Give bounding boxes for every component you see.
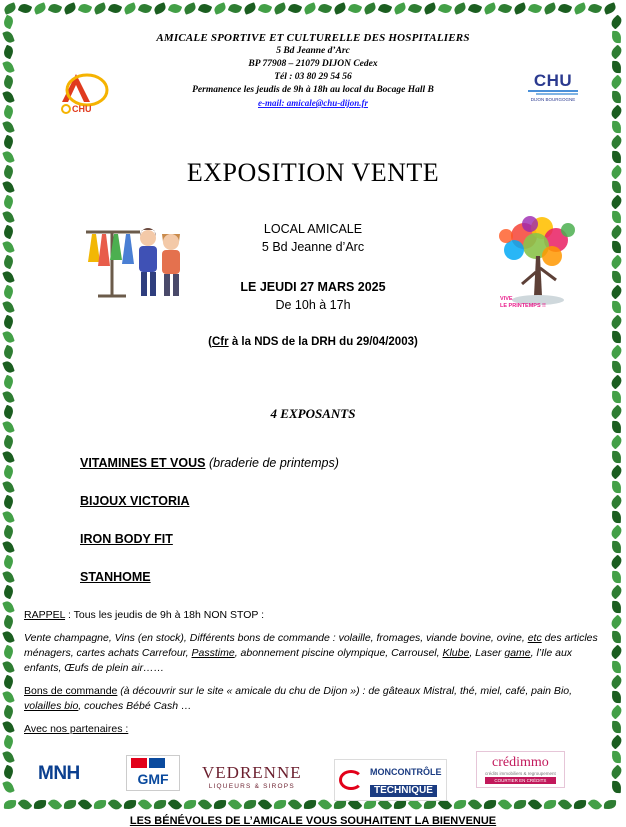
event-date: LE JEUDI 27 MARS 2025 [240, 280, 386, 294]
rp2-u: Bons de commande [24, 685, 118, 697]
venue-address: 5 Bd Jeanne d’Arc [261, 240, 365, 254]
list-item [80, 532, 602, 546]
exhibitors-list [80, 456, 602, 584]
chu-logo-subtitle: DIJON BOURGOGNE [530, 97, 576, 102]
reference-open-paren: ( [208, 336, 212, 348]
credimmo-logo-bar: COURTIER EN CRÉDITS [485, 777, 556, 784]
partner-logo-gmf [126, 755, 180, 791]
list-item [80, 494, 602, 508]
footer-welcome-message: LES BÉNÉVOLES DE L’AMICALE VOUS SOUHAITENT LA BIENVENUE [129, 815, 497, 827]
mct-logo-line1: MONCONTRÔLE [370, 767, 442, 777]
org-po-box: BP 77908 – 21079 DIJON Cedex [248, 59, 378, 69]
reminder-heading-rest: : Tous les jeudis de 9h à 18h NON STOP : [65, 609, 265, 621]
gmf-logo-mark [126, 755, 180, 791]
org-name: AMICALE SPORTIVE ET CULTURELLE DES HOSPITALIERS [156, 32, 470, 44]
rp1-d: , Laser [469, 647, 505, 659]
rp2-b: , couches Bébé Cash … [78, 700, 192, 712]
credimmo-logo-subtitle: crédits immobiliers & regroupement [485, 771, 556, 776]
mct-swirl-icon [339, 770, 363, 790]
partner-logo-mnh [38, 763, 80, 785]
page-title: EXPOSITION VENTE [186, 158, 440, 187]
rp1-a: Vente champagne, Vins (en stock), Différents bons de commande : volaille, fromages, viande bovine, ovine, [24, 632, 528, 644]
venue-name: LOCAL AMICALE [263, 222, 363, 236]
asch-logo [54, 68, 120, 116]
reference-text: à la NDS de la DRH du 29/04/2003) [228, 336, 418, 348]
exhibitor-note: (braderie de printemps) [205, 456, 339, 470]
rp1-u4: game [504, 647, 531, 659]
exhibitor-name: BIJOUX VICTORIA [80, 494, 190, 508]
exhibitors-count: 4 EXPOSANTS [270, 406, 356, 421]
reminder-paragraph-1 [24, 631, 602, 676]
tree-caption [500, 296, 546, 310]
gmf-blue-bar [149, 758, 165, 768]
reminder-label: RAPPEL [24, 609, 66, 621]
chu-logo-bars [514, 90, 592, 97]
email-address[interactable]: : amicale@chu-dijon.fr [281, 98, 368, 108]
svg-text:CHU: CHU [72, 104, 92, 114]
reference-note [24, 336, 602, 348]
rp2-u2: volailles bio [24, 700, 79, 712]
tree-caption-line2: LE PRINTEMPS !! [500, 303, 546, 309]
reminder-paragraph-2 [24, 684, 602, 714]
reminder-section [24, 608, 602, 737]
mnh-logo-text: MNH [38, 763, 80, 784]
exhibitor-name: VITAMINES ET VOUS [80, 456, 206, 470]
chu-logo-text: CHU [533, 71, 573, 90]
rp1-e: , l’Ile aux enfants, Œufs de plein air…… [24, 647, 573, 674]
partner-logos [24, 751, 602, 803]
reminder-paragraph-3: Avec nos partenaires : [24, 723, 129, 735]
exhibitor-name: STANHOME [80, 570, 151, 584]
partner-logo-credimmo [476, 751, 565, 788]
partner-logo-moncontroletechnique [334, 759, 447, 801]
rp1-b: des articles ménagers, cartes achats Carrefour, [24, 632, 598, 659]
org-phone: Tél : 03 80 29 54 56 [274, 72, 352, 82]
exhibitor-name: IRON BODY FIT [80, 532, 173, 546]
partner-logo-vedrenne [202, 763, 302, 790]
gmf-color-bars [127, 756, 179, 770]
list-item [80, 456, 602, 470]
list-item [80, 570, 602, 584]
spring-tree-illustration [484, 210, 596, 320]
reference-prefix: Cfr [212, 336, 229, 348]
credimmo-logo-text: crédimmo [492, 755, 549, 770]
credimmo-logo-mark [476, 751, 565, 788]
clothes-rack-illustration [76, 216, 188, 304]
mct-logo-mark [334, 759, 447, 801]
email-label: e-mail [258, 98, 282, 108]
tree-caption-line1: VIVE [500, 296, 513, 302]
vedrenne-logo-subtitle: LIQUEURS & SIROPS [208, 783, 295, 790]
rp1-u2: Passtime [191, 647, 235, 659]
org-opening-hours: Permanence les jeudis de 9h à 18h au local du Bocage Hall B [192, 85, 434, 95]
reminder-heading [24, 608, 602, 623]
org-address: 5 Bd Jeanne d’Arc [276, 46, 350, 56]
rp1-u3: Klube [442, 647, 470, 659]
vedrenne-logo-text: VEDRENNE [202, 763, 302, 782]
rp1-c: , abonnement piscine olympique, Carrousel, [234, 647, 443, 659]
chu-logo [514, 72, 592, 110]
rp2-a: (à découvrir sur le site « amicale du chu de Dijon ») : de gâteaux Mistral, thé, miel, café, pain Bio, [117, 685, 573, 697]
gmf-red-bar [131, 758, 147, 768]
document-page [24, 20, 602, 827]
mct-logo-line2: TECHNIQUE [370, 785, 437, 797]
gmf-logo-text: GMF [137, 771, 169, 787]
rp1-u1: etc [527, 632, 542, 644]
event-hours: De 10h à 17h [275, 298, 351, 312]
